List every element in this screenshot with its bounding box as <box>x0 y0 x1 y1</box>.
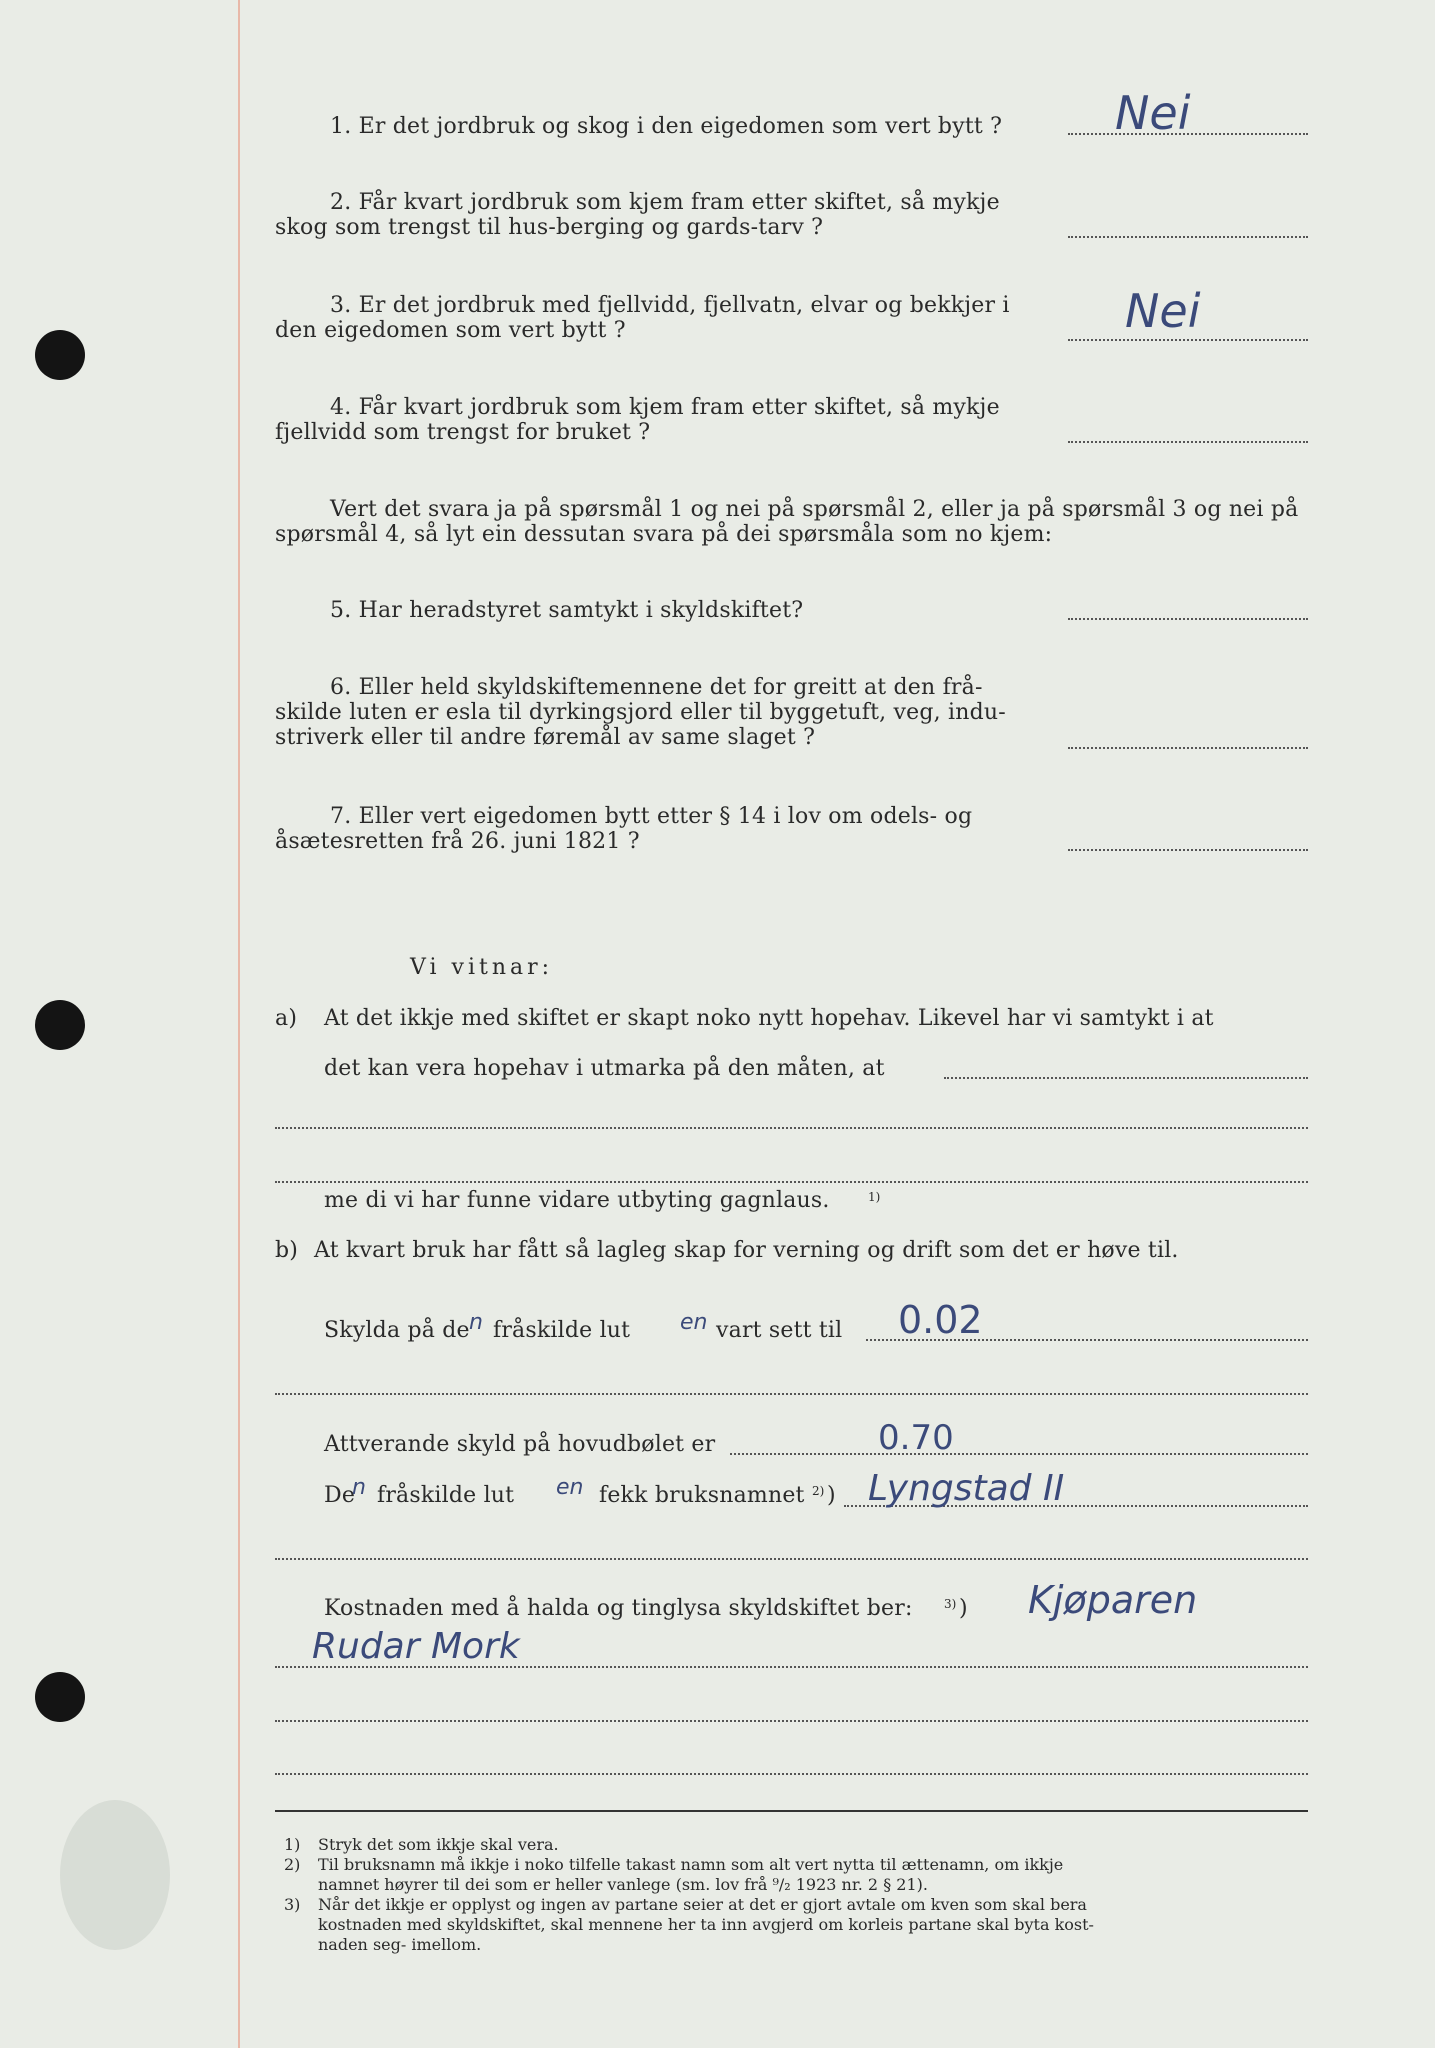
bruksnamn-post: fekk bruksnamnet <box>599 1483 805 1508</box>
skylda-line-2 <box>275 1393 1308 1395</box>
footnote-ref-2: 2) <box>812 1484 825 1498</box>
skylda-post: vart sett til <box>716 1318 843 1343</box>
kostnad-line-2 <box>275 1720 1308 1722</box>
bruksnamn-pre: De <box>324 1483 356 1508</box>
kostnad-close: ) <box>959 1596 968 1621</box>
question-6-line2: skilde luten er esla til dyrkingsjord eller til byggetuft, veg, indu- <box>275 700 1006 725</box>
question-4-line1: 4. Får kvart jordbruk som kjem fram etter skiftet, så mykje <box>330 395 1000 420</box>
intro-line1: Vert det svara ja på spørsmål 1 og nei på spørsmål 2, eller ja på spørsmål 3 og nei på <box>330 497 1299 522</box>
margin-line <box>238 0 240 2048</box>
question-2-line2: skog som trengst til hus-berging og gards-tarv ? <box>275 215 824 240</box>
footnote-1: Stryk det som ikkje skal vera. <box>318 1835 559 1854</box>
kostnad-line-3 <box>275 1773 1308 1775</box>
skylda-mid: fråskilde lut <box>493 1318 631 1343</box>
witness-a-line3: me di vi har funne vidare utbyting gagnlaus. <box>324 1188 830 1213</box>
bruksnamn-hw-1: n <box>352 1475 366 1500</box>
question-3-line1: 3. Er det jordbruk med fjellvidd, fjellvatn, elvar og bekkjer i <box>330 293 1010 318</box>
bruksnamn-hw-2: en <box>556 1475 584 1500</box>
attverande-label: Attverande skyld på hovudbølet er <box>324 1432 716 1457</box>
question-7-line1: 7. Eller vert eigedomen bytt etter § 14 i lov om odels- og <box>330 804 973 829</box>
question-7-line2: åsætesretten frå 26. juni 1821 ? <box>275 829 640 854</box>
witness-b-label: b) <box>275 1238 299 1263</box>
answer-line-5 <box>1068 618 1308 620</box>
question-5: 5. Har heradstyret samtykt i skyldskiftet? <box>330 598 804 623</box>
skylda-hw-1: n <box>469 1310 483 1335</box>
skylda-value-handwritten: 0.02 <box>898 1298 983 1342</box>
answer-line-3 <box>1068 339 1308 341</box>
answer-line-2 <box>1068 236 1308 238</box>
witness-a-line1: At det ikkje med skiftet er skapt noko nytt hopehav. Likevel har vi samtykt i at <box>324 1006 1214 1031</box>
attverande-value-handwritten: 0.70 <box>878 1418 954 1458</box>
footnote-ref-1: 1) <box>868 1190 881 1204</box>
question-2-line1: 2. Får kvart jordbruk som kjem fram etter skiftet, så mykje <box>330 190 1000 215</box>
stain <box>60 1800 170 1950</box>
answer-line-6 <box>1068 747 1308 749</box>
answer-1-handwritten: Nei <box>1115 86 1191 140</box>
punch-hole <box>35 1000 85 1050</box>
witness-a-line2: det kan vera hopehav i utmarka på den måten, at <box>324 1056 885 1081</box>
question-3-line2: den eigedomen som vert bytt ? <box>275 318 626 343</box>
bruksnamn-mid: fråskilde lut <box>377 1483 515 1508</box>
kostnad-line-1 <box>275 1666 1308 1668</box>
question-6-line1: 6. Eller held skyldskiftemennene det for greitt at den frå- <box>330 675 983 700</box>
kostnad-label: Kostnaden med å halda og tinglysa skyldskiftet ber: <box>324 1596 913 1621</box>
intro-line2: spørsmål 4, så lyt ein dessutan svara på dei spørsmåla som no kjem: <box>275 522 1053 547</box>
bruksnamn-value-handwritten: Lyngstad II <box>868 1468 1065 1509</box>
footnote-2-line2: namnet høyrer til dei som er heller vanlege (sm. lov frå ⁹/₂ 1923 nr. 2 § 21). <box>318 1875 928 1894</box>
punch-hole <box>35 1672 85 1722</box>
footnote-ref-3: 3) <box>944 1597 957 1611</box>
footnote-2-mark: 2) <box>284 1855 301 1874</box>
hopehav-line-2 <box>275 1127 1308 1129</box>
bruksnamn-close: ) <box>827 1483 836 1508</box>
answer-3-handwritten: Nei <box>1125 284 1201 338</box>
signature-handwritten: Rudar Mork <box>312 1626 520 1667</box>
bruksnamn-line-2 <box>275 1558 1308 1560</box>
footnote-3-line2: kostnaden med skyldskiftet, skal mennene her ta inn avgjerd om korleis partane skal byta kost- <box>318 1915 1094 1934</box>
answer-line-7 <box>1068 849 1308 851</box>
punch-hole <box>35 330 85 380</box>
question-4-line2: fjellvidd som trengst for bruket ? <box>275 420 651 445</box>
kostnad-value-handwritten: Kjøparen <box>1028 1578 1198 1622</box>
footnote-1-mark: 1) <box>284 1835 301 1854</box>
witness-b-line1: At kvart bruk har fått så lagleg skap for verning og drift som det er høve til. <box>314 1238 1179 1263</box>
footnote-3-line1: Når det ikkje er opplyst og ingen av partane seier at det er gjort avtale om kven som skal bera <box>318 1895 1087 1914</box>
skylda-pre: Skylda på de <box>324 1318 470 1343</box>
footnote-rule <box>275 1810 1308 1812</box>
footnote-3-mark: 3) <box>284 1895 301 1914</box>
hopehav-line-1 <box>944 1077 1308 1079</box>
answer-line-4 <box>1068 441 1308 443</box>
question-1: 1. Er det jordbruk og skog i den eigedomen som vert bytt ? <box>330 114 1003 139</box>
footnote-3-line3: naden seg- imellom. <box>318 1935 482 1954</box>
skylda-hw-2: en <box>680 1310 708 1335</box>
hopehav-line-3 <box>275 1181 1308 1183</box>
witness-heading: Vi vitnar: <box>410 955 554 980</box>
witness-a-label: a) <box>275 1006 298 1031</box>
attverande-line <box>730 1453 1308 1455</box>
question-6-line3: striverk eller til andre føremål av same slaget ? <box>275 725 816 750</box>
footnote-2-line1: Til bruksnamn må ikkje i noko tilfelle takast namn som alt vert nytta til ættenamn, om ikkje <box>318 1855 1064 1874</box>
